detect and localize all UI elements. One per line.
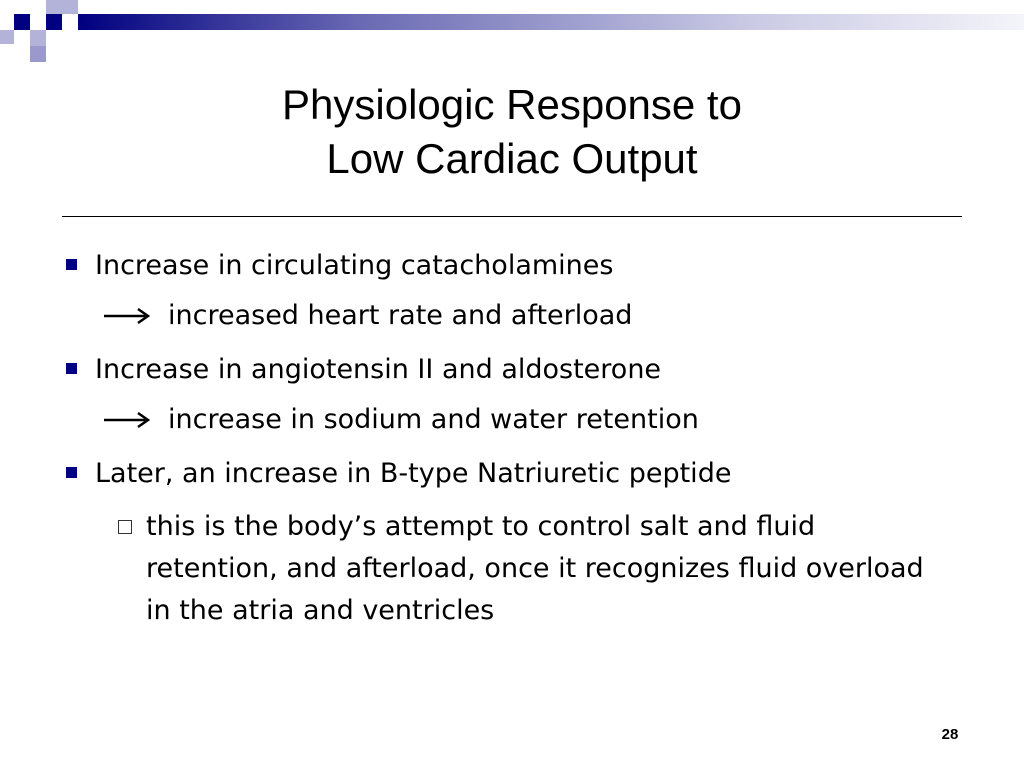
bullet-item: [66, 352, 661, 388]
arrow-item: [102, 298, 632, 334]
deco-square: [0, 0, 14, 14]
slide-title: [60, 78, 964, 186]
square-bullet-icon: [66, 467, 77, 478]
deco-square: [62, 0, 78, 14]
square-bullet-icon: [66, 259, 77, 270]
deco-square: [46, 14, 62, 30]
deco-square: [46, 0, 62, 14]
right-arrow-icon: [102, 410, 152, 430]
page-number: 28: [941, 726, 959, 743]
sub-bullet-item: [118, 506, 946, 632]
deco-square: [30, 30, 46, 46]
bullet-item: [66, 456, 731, 492]
deco-square: [30, 46, 46, 62]
sub-bullet-text: this is the body’s attempt to control salt and fluid retention, and afterload, once it recognizes fluid overload in the atria and ventricles: [146, 511, 924, 626]
deco-square: [14, 14, 30, 30]
bullet-item: [66, 248, 613, 284]
right-arrow-icon: [102, 306, 152, 326]
arrow-item: [102, 402, 699, 438]
header-gradient-bar: [78, 14, 1024, 30]
hollow-square-bullet-icon: [118, 520, 132, 534]
bullet-text: Increase in circulating catacholamines: [95, 250, 614, 281]
decorative-squares: [0, 0, 80, 62]
title-line-1: Physiologic Response to: [282, 81, 742, 128]
title-divider: [62, 216, 962, 217]
arrow-text: increased heart rate and afterload: [168, 300, 633, 331]
deco-square: [0, 30, 14, 44]
bullet-text: Increase in angiotensin II and aldosterone: [95, 354, 662, 385]
bullet-text: Later, an increase in B-type Natriuretic peptide: [95, 458, 732, 489]
arrow-text: increase in sodium and water retention: [168, 404, 699, 435]
title-line-2: Low Cardiac Output: [326, 135, 698, 182]
deco-square: [62, 30, 78, 46]
square-bullet-icon: [66, 363, 77, 374]
